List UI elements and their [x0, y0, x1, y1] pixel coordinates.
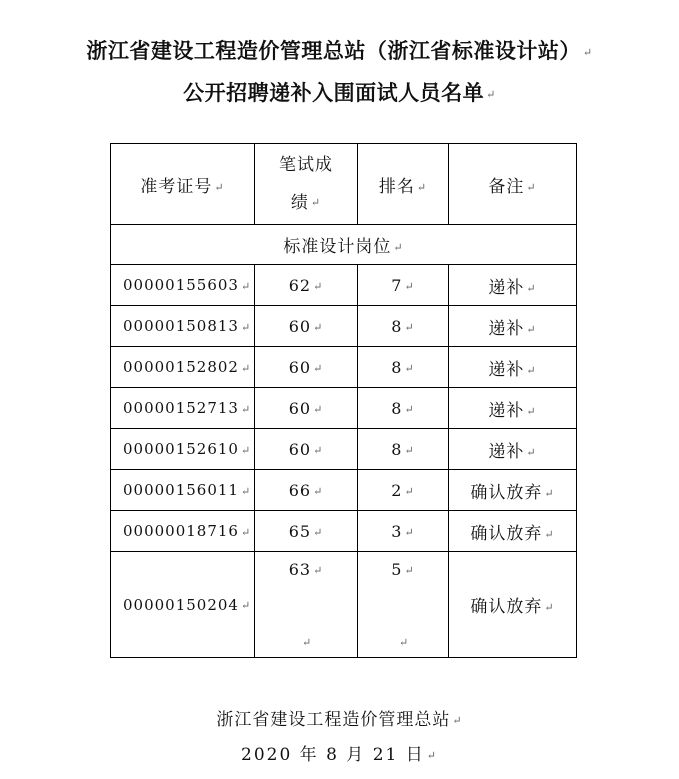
header-score: 笔试成 绩 ↵	[255, 144, 358, 225]
cell-note: 确认放弃 ↵	[449, 552, 577, 658]
table-row	[111, 306, 577, 347]
cell-rank: 8 ↵	[358, 306, 449, 347]
cell-score: 62 ↵	[255, 265, 358, 306]
cell-exam-id: 00000150204 ↵	[111, 552, 255, 658]
cell-rank: 5 ↵ ↵	[358, 552, 449, 658]
document-title-line-1	[0, 35, 679, 65]
footer-date: 2020 年 8 月 21 日 ↵	[241, 745, 438, 765]
title-line-2-text: 公开招聘递补入围面试人员名单	[183, 80, 485, 105]
paragraph-mark-icon: ↵	[582, 46, 593, 59]
cell-note: 确认放弃 ↵	[449, 470, 577, 511]
cell-score: 60 ↵	[255, 388, 358, 429]
document-title-line-2	[0, 77, 679, 107]
cell-note: 递补 ↵	[449, 388, 577, 429]
table-row	[111, 552, 577, 658]
cell-rank: 3 ↵	[358, 511, 449, 552]
table-row	[111, 429, 577, 470]
cell-score: 60 ↵	[255, 306, 358, 347]
footer-organization: 浙江省建设工程造价管理总站 ↵	[216, 710, 463, 730]
cell-score: 63 ↵ ↵	[255, 552, 358, 658]
section-row	[111, 225, 577, 265]
cell-exam-id: 00000152802 ↵	[111, 347, 255, 388]
cell-exam-id: 00000152610 ↵	[111, 429, 255, 470]
cell-note: 确认放弃 ↵	[449, 511, 577, 552]
cell-rank: 8 ↵	[358, 347, 449, 388]
cell-rank: 7 ↵	[358, 265, 449, 306]
table-row	[111, 470, 577, 511]
cell-note: 递补 ↵	[449, 265, 577, 306]
cell-rank: 2 ↵	[358, 470, 449, 511]
table-row	[111, 511, 577, 552]
title-line-1-text: 浙江省建设工程造价管理总站（浙江省标准设计站）	[86, 38, 581, 63]
cell-score: 60 ↵	[255, 347, 358, 388]
cell-note: 递补 ↵	[449, 429, 577, 470]
cell-note: 递补 ↵	[449, 306, 577, 347]
section-label: 标准设计岗位 ↵	[111, 225, 577, 265]
table-header-row	[111, 144, 577, 225]
cell-score: 66 ↵	[255, 470, 358, 511]
header-rank: 排名 ↵	[358, 144, 449, 225]
cell-exam-id: 00000152713 ↵	[111, 388, 255, 429]
header-exam-id: 准考证号 ↵	[111, 144, 255, 225]
header-note: 备注 ↵	[449, 144, 577, 225]
table-row	[111, 388, 577, 429]
cell-exam-id: 00000156011 ↵	[111, 470, 255, 511]
cell-exam-id: 00000155603 ↵	[111, 265, 255, 306]
cell-score: 65 ↵	[255, 511, 358, 552]
table-row	[111, 265, 577, 306]
cell-score: 60 ↵	[255, 429, 358, 470]
cell-rank: 8 ↵	[358, 388, 449, 429]
cell-note: 递补 ↵	[449, 347, 577, 388]
cell-exam-id: 00000150813 ↵	[111, 306, 255, 347]
cell-rank: 8 ↵	[358, 429, 449, 470]
candidate-table	[110, 143, 577, 658]
table-row	[111, 347, 577, 388]
paragraph-mark-icon: ↵	[486, 88, 496, 101]
cell-exam-id: 00000018716 ↵	[111, 511, 255, 552]
